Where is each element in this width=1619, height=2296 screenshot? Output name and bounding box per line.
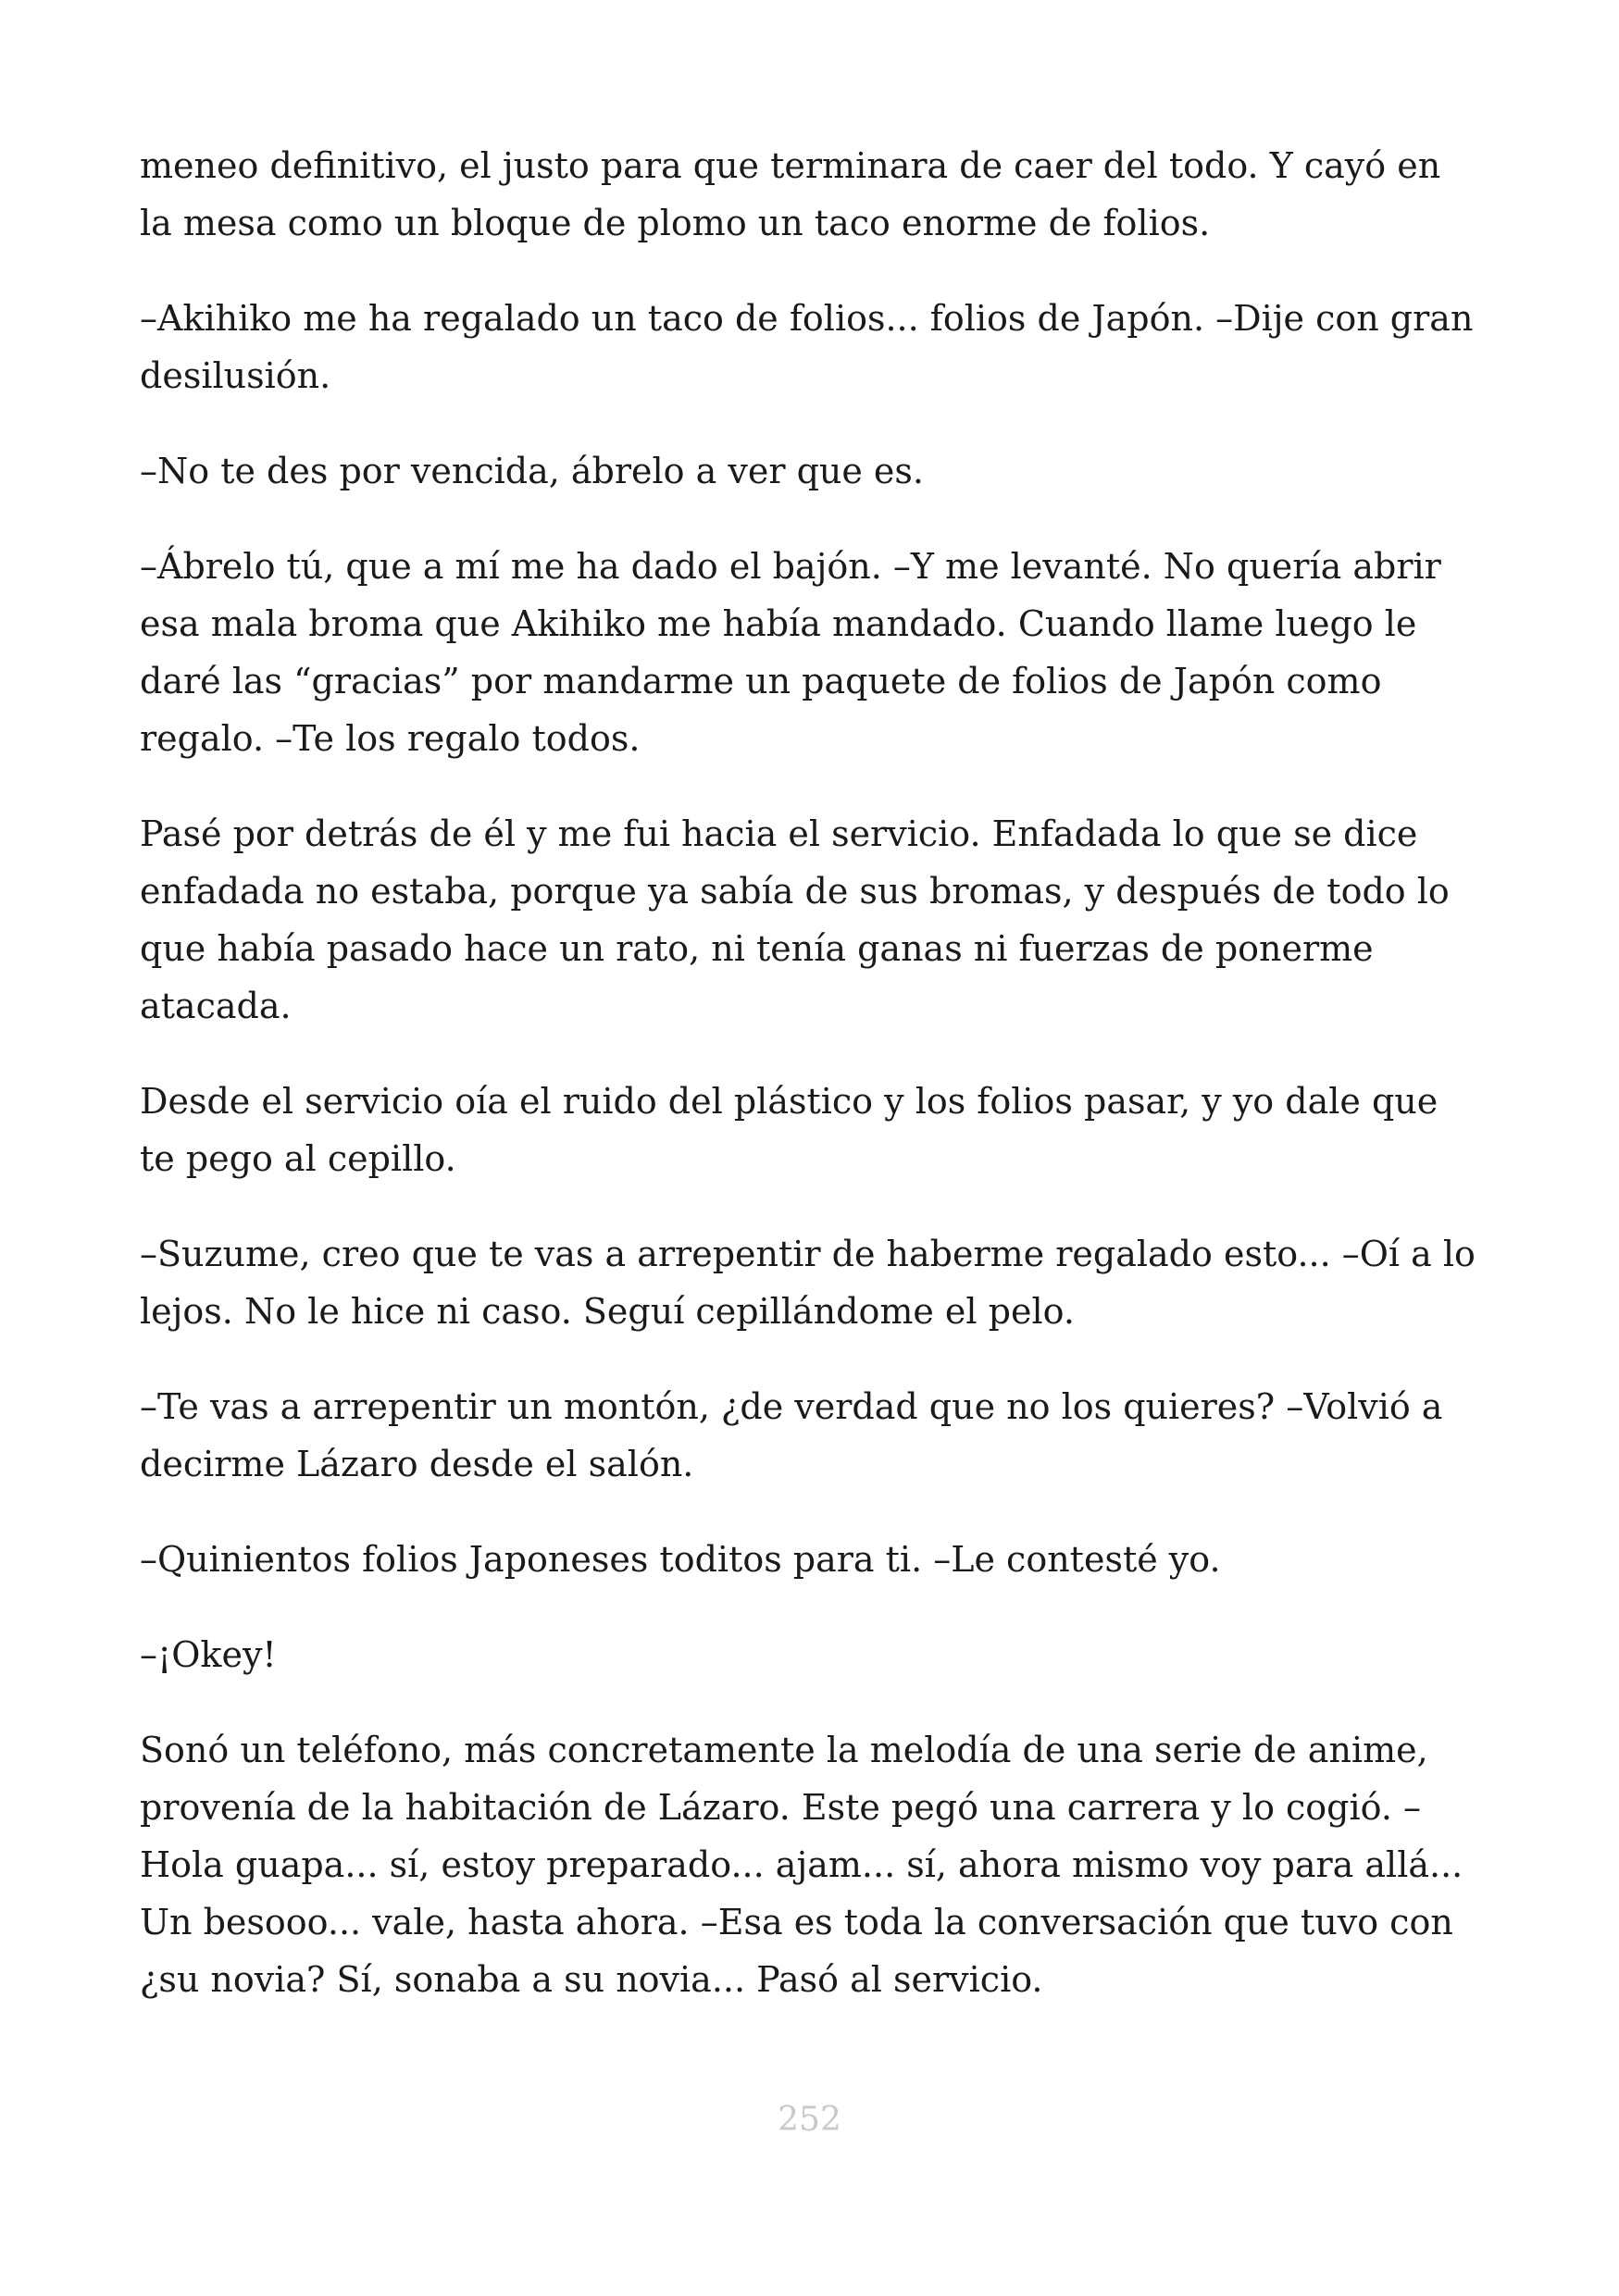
text-line: meneo definitivo, el justo para que terminara de caer del todo. Y cayó en xyxy=(140,145,1441,186)
paragraph xyxy=(140,538,1482,767)
paragraph xyxy=(140,442,1482,500)
text-line: decirme Lázaro desde el salón. xyxy=(140,1444,694,1484)
page-number: 252 xyxy=(778,2101,841,2139)
text-line: atacada. xyxy=(140,986,292,1026)
text-line: –No te des por vencida, ábrelo a ver que es. xyxy=(140,451,925,491)
text-line: enfadada no estaba, porque ya sabía de sus bromas, y después de todo lo xyxy=(140,871,1450,912)
text-line: provenía de la habitación de Lázaro. Este pegó una carrera y lo cogió. – xyxy=(140,1787,1422,1828)
text-line: esa mala broma que Akihiko me había mandado. Cuando llame luego le xyxy=(140,603,1417,644)
text-line: –¡Okey! xyxy=(140,1634,277,1675)
paragraph xyxy=(140,1531,1482,1588)
text-line: lejos. No le hice ni caso. Seguí cepillándome el pelo. xyxy=(140,1291,1075,1332)
text-line: la mesa como un bloque de plomo un taco enorme de folios. xyxy=(140,203,1211,243)
paragraph xyxy=(140,1626,1482,1683)
text-line: que había pasado hace un rato, ni tenía ganas ni fuerzas de ponerme xyxy=(140,928,1374,969)
text-line: –Quinientos folios Japoneses toditos para ti. –Le contesté yo. xyxy=(140,1539,1221,1580)
text-line: te pego al cepillo. xyxy=(140,1138,456,1179)
paragraph xyxy=(140,1721,1482,2008)
paragraph xyxy=(140,805,1482,1035)
paragraph xyxy=(140,290,1482,404)
text-line: –Suzume, creo que te vas a arrepentir de haberme regalado esto... –Oí a lo xyxy=(140,1234,1476,1274)
text-line: regalo. –Te los regalo todos. xyxy=(140,718,641,759)
paragraph xyxy=(140,137,1482,252)
text-line: desilusión. xyxy=(140,355,331,396)
text-line: daré las “gracias” por mandarme un paquete de folios de Japón como xyxy=(140,661,1382,701)
body-text xyxy=(140,137,1482,2046)
text-line: –Te vas a arrepentir un montón, ¿de verdad que no los quieres? –Volvió a xyxy=(140,1386,1443,1427)
paragraph xyxy=(140,1378,1482,1493)
text-line: Un besooo... vale, hasta ahora. –Esa es toda la conversación que tuvo con xyxy=(140,1902,1453,1942)
text-line: –Ábrelo tú, que a mí me ha dado el bajón. –Y me levanté. No quería abrir xyxy=(140,546,1441,587)
text-line: Desde el servicio oía el ruido del plástico y los folios pasar, y yo dale que xyxy=(140,1081,1438,1122)
text-line: Pasé por detrás de él y me fui hacia el servicio. Enfadada lo que se dice xyxy=(140,813,1418,854)
paragraph xyxy=(140,1073,1482,1187)
paragraph xyxy=(140,1225,1482,1340)
text-line: ¿su novia? Sí, sonaba a su novia... Pasó al servicio. xyxy=(140,1959,1043,2000)
text-line: Sonó un teléfono, más concretamente la melodía de una serie de anime, xyxy=(140,1730,1428,1770)
text-line: Hola guapa... sí, estoy preparado... ajam... sí, ahora mismo voy para allá... xyxy=(140,1844,1463,1885)
text-line: –Akihiko me ha regalado un taco de folios... folios de Japón. –Dije con gran xyxy=(140,298,1474,339)
